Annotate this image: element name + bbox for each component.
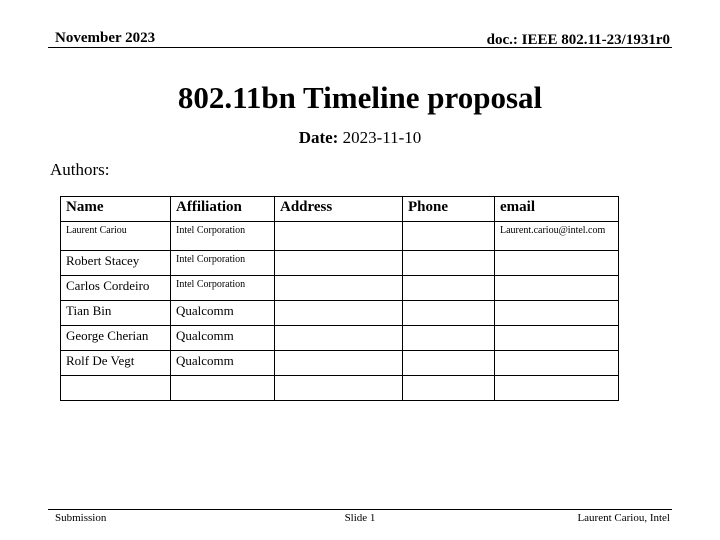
author-email xyxy=(495,301,619,326)
author-name xyxy=(61,376,171,401)
author-phone xyxy=(403,326,495,351)
author-name: Rolf De Vegt xyxy=(61,351,171,376)
author-email xyxy=(495,276,619,301)
date-line xyxy=(0,128,720,148)
author-address xyxy=(275,376,403,401)
author-email xyxy=(495,251,619,276)
footer-submission: Submission xyxy=(55,512,107,524)
author-affiliation: Intel Corporation xyxy=(171,222,275,251)
column-header-email: email xyxy=(495,197,619,222)
author-email xyxy=(495,376,619,401)
author-address xyxy=(275,251,403,276)
column-header-affiliation: Affiliation xyxy=(171,197,275,222)
footer-slide-number: Slide 1 xyxy=(344,512,376,524)
table-row xyxy=(61,301,619,326)
author-phone xyxy=(403,276,495,301)
table-row xyxy=(61,251,619,276)
header-divider xyxy=(48,47,672,48)
table-row xyxy=(61,376,619,401)
author-address xyxy=(275,351,403,376)
author-name: Robert Stacey xyxy=(61,251,171,276)
author-email xyxy=(495,326,619,351)
header-date: November 2023 xyxy=(55,30,156,46)
footer-author: Laurent Cariou, Intel xyxy=(577,512,670,524)
author-affiliation xyxy=(171,376,275,401)
table-header-row xyxy=(61,197,619,222)
author-address xyxy=(275,326,403,351)
header-doc-id: doc.: IEEE 802.11-23/1931r0 xyxy=(486,32,670,48)
slide-title: 802.11bn Timeline proposal xyxy=(177,80,543,115)
author-affiliation: Intel Corporation xyxy=(171,276,275,301)
authors-table xyxy=(60,196,619,401)
author-name: George Cherian xyxy=(61,326,171,351)
table-row xyxy=(61,276,619,301)
author-affiliation: Qualcomm xyxy=(171,351,275,376)
author-address xyxy=(275,301,403,326)
date-value: 2023-11-10 xyxy=(342,128,422,147)
date-label: Date: xyxy=(298,128,339,147)
author-phone xyxy=(403,301,495,326)
table-row xyxy=(61,326,619,351)
author-affiliation: Intel Corporation xyxy=(171,251,275,276)
column-header-name: Name xyxy=(61,197,171,222)
author-affiliation: Qualcomm xyxy=(171,326,275,351)
table-row xyxy=(61,351,619,376)
author-address xyxy=(275,276,403,301)
author-name: Laurent Cariou xyxy=(61,222,171,251)
table-row xyxy=(61,222,619,251)
author-phone xyxy=(403,376,495,401)
author-phone xyxy=(403,251,495,276)
author-address xyxy=(275,222,403,251)
author-affiliation: Qualcomm xyxy=(171,301,275,326)
authors-label: Authors: xyxy=(50,160,110,179)
author-name: Carlos Cordeiro xyxy=(61,276,171,301)
author-phone xyxy=(403,351,495,376)
author-email xyxy=(495,351,619,376)
author-email: Laurent.cariou@intel.com xyxy=(495,222,619,251)
author-name: Tian Bin xyxy=(61,301,171,326)
column-header-address: Address xyxy=(275,197,403,222)
author-phone xyxy=(403,222,495,251)
column-header-phone: Phone xyxy=(403,197,495,222)
footer-divider xyxy=(48,509,672,510)
